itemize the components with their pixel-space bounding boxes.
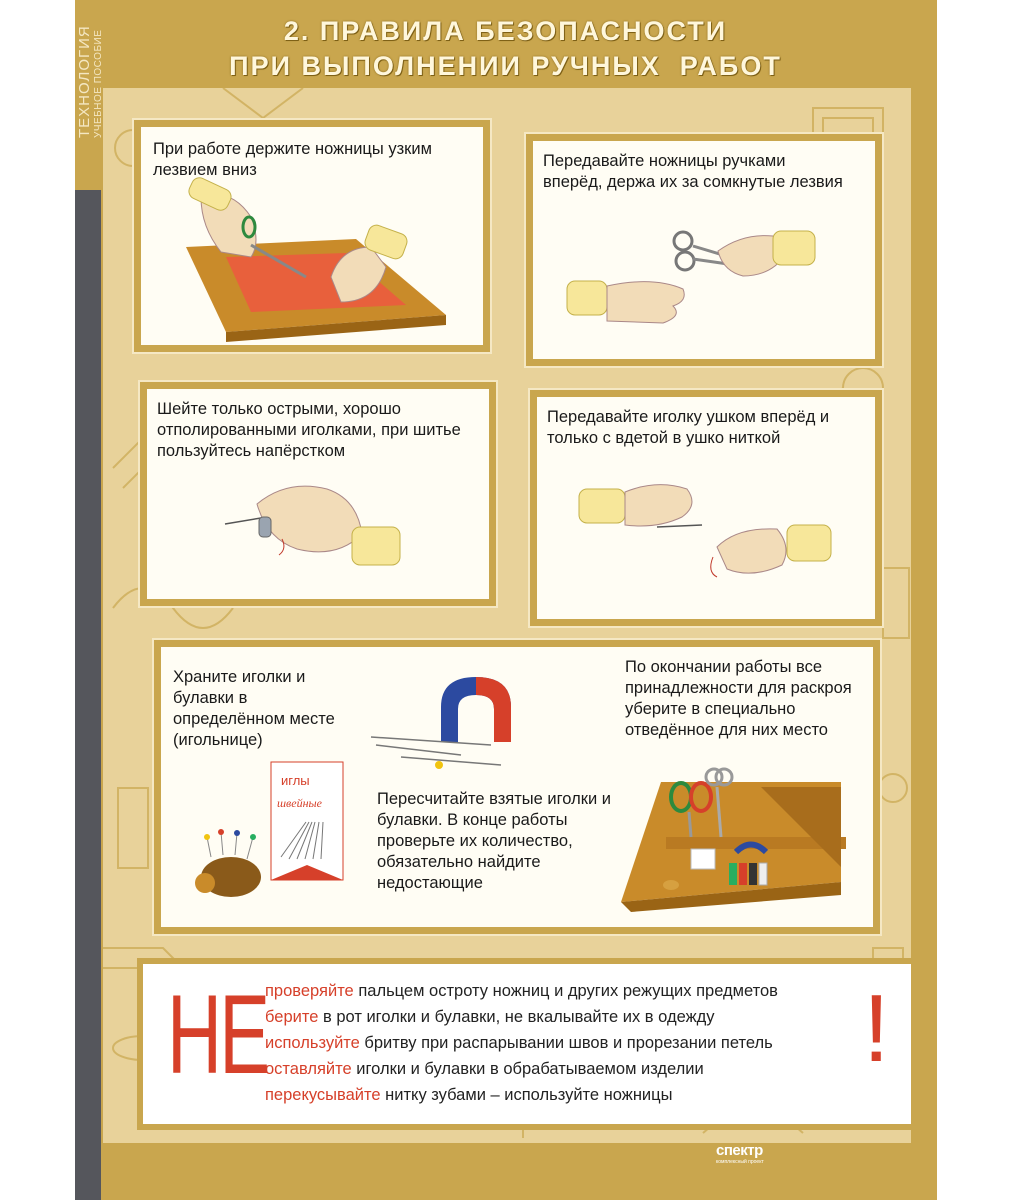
cutting-illustration [141,127,483,345]
packet-subtitle: швейные [277,796,322,810]
warning-rules [265,978,778,1108]
card-text-tidy: По окончании работы все принадлежности для раскроя уберите в специально отведённое для них место [625,658,852,739]
dark-edge-strip [75,190,101,1200]
title-line-1: 2. ПРАВИЛА БЕЗОПАСНОСТИ [283,16,728,46]
warning-rule: проверяйте пальцем остроту ножниц и других режущих предметов [265,982,778,1000]
warning-rule: оставляйте иголки и булавки в обрабатываемом изделии [265,1060,704,1078]
logo-text: спектр [716,1142,763,1159]
publisher-logo [716,1142,780,1172]
exclamation-mark: ! [863,975,890,1082]
title-line-2: ПРИ ВЫПОЛНЕНИИ РУЧНЫХ РАБОТ [229,51,782,81]
warning-big-word: НЕ [167,972,268,1097]
warning-box [137,958,917,1130]
packet-title: иглы [281,773,310,788]
card-text-count: Пересчитайте взятые иголки и булавки. В конце работы проверьте их количество, обязательно найдите недостающие [377,790,611,892]
logo-subtext: комплексный проект [716,1159,764,1165]
passing-scissors-illustration [533,141,875,359]
card-needle-pass [530,390,882,626]
card-storage [154,640,880,934]
card-scissors-down [134,120,490,352]
page-title [0,14,1011,84]
subject-label [76,108,93,138]
warning-rule: используйте бритву при распарывании швов и прорезании петель [265,1034,773,1052]
card-scissors-pass [526,134,882,366]
warning-rule: берите в рот иголки и булавки, не вкалывайте их в одежду [265,1008,715,1026]
passing-needle-illustration [537,397,875,619]
card-text: При работе держите ножницы узким лезвием вниз [153,140,432,179]
card-text-store: Храните иголки и булавки в определённом месте (игольнице) [173,668,335,749]
subject-sublabel [93,108,104,138]
card-sharp-needles [140,382,496,606]
card-text: Передавайте ножницы ручками вперёд, держа их за сомкнутые лезвия [543,152,843,191]
warning-rule: перекусывайте нитку зубами – используйте ножницы [265,1086,673,1104]
thimble-sewing-illustration [147,389,489,599]
card-text: Шейте только острыми, хорошо отполированными иголками, при шитье пользуйтесь напёрстком [157,400,461,460]
card-text: Передавайте иголку ушком вперёд и только с вдетой в ушко ниткой [547,408,830,447]
storage-illustrations [161,647,873,927]
